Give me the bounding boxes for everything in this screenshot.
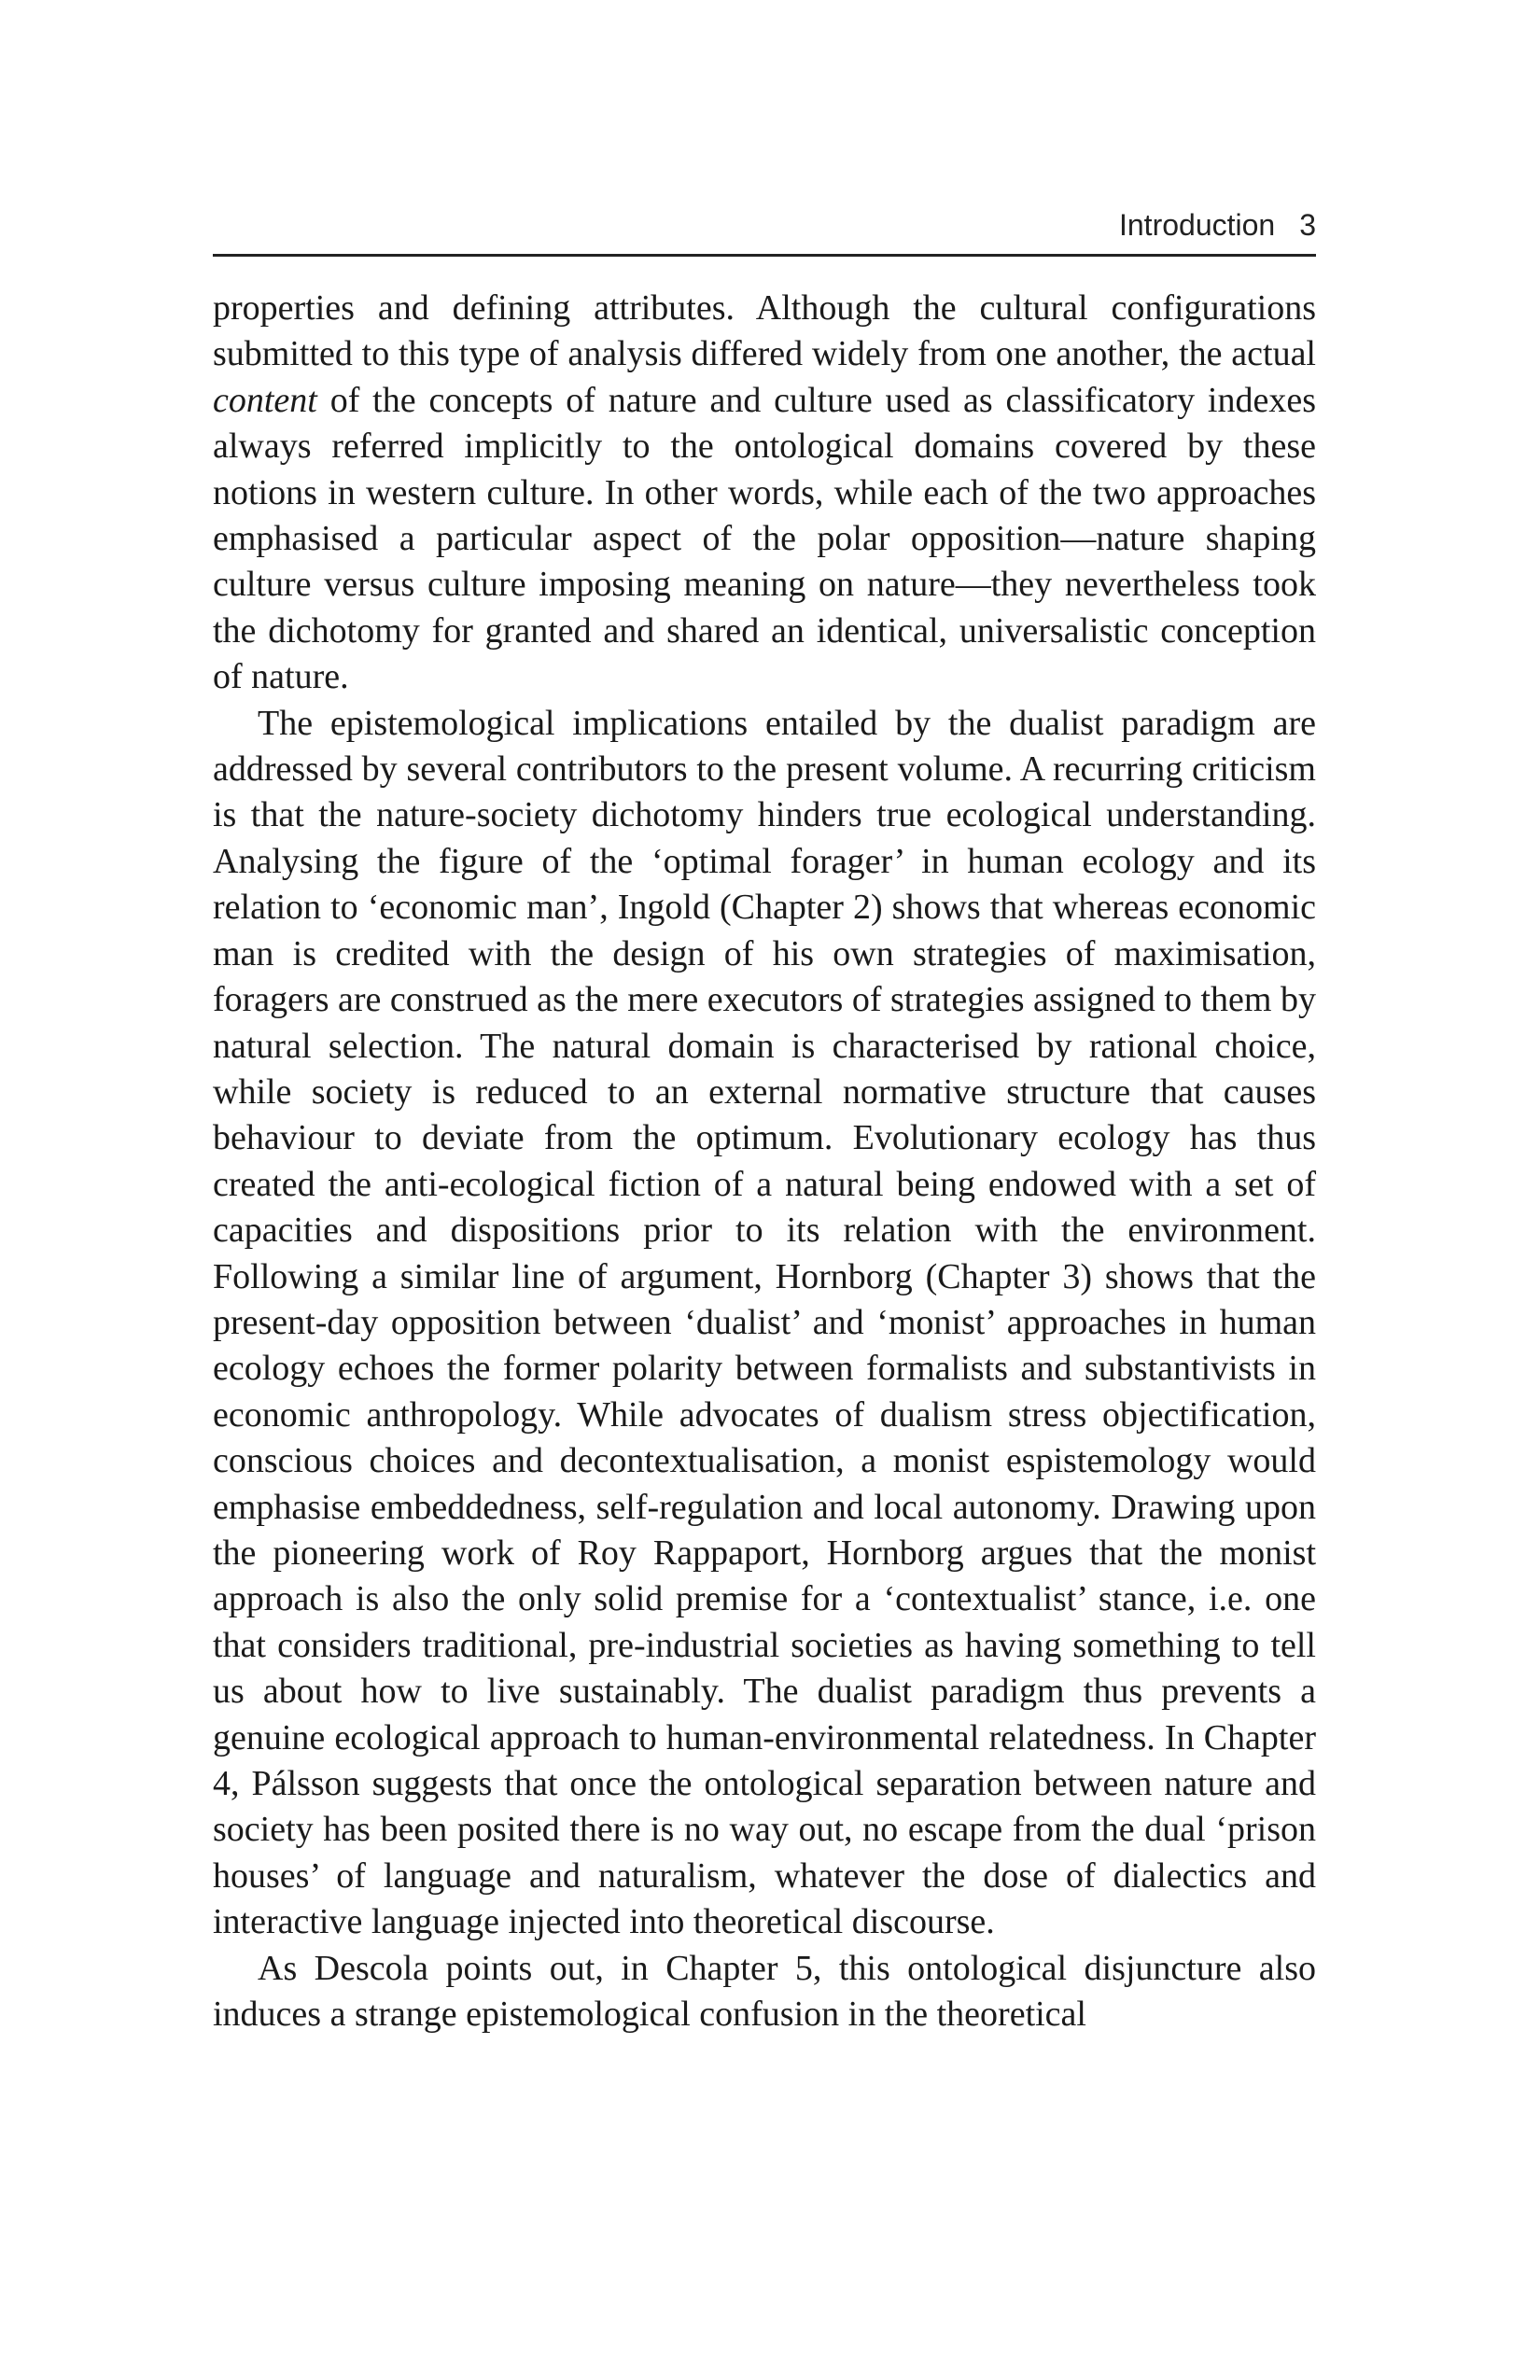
paragraph-1-part-2: of the concepts of nature and culture used as classificatory indexes always referred implicitly to the ontological domains covered by these notions in western culture. In other words, while each of the two approaches emphasised a particular aspect of the polar opposition—nature shaping culture versus culture imposing meaning on nature—they nevertheless took the dichotomy for granted and shared an identical, universalistic conception of nature.	[213, 380, 1316, 697]
section-title: Introduction	[1118, 208, 1276, 242]
page-body	[213, 286, 1316, 2037]
paragraph-2: The epistemological implications entailed by the dualist paradigm are addressed by several contributors to the present volume. A recurring criticism is that the nature-society dichotomy hinders true ecological understanding. Analysing the figure of the ‘optimal forager’ in human ecology and its relation to ‘economic man’, Ingold (Chapter 2) shows that whereas economic man is credited with the design of his own strategies of maximisation, foragers are construed as the mere executors of strategies assigned to them by natural selection. The natural domain is characterised by rational choice, while society is reduced to an external normative structure that causes behaviour to deviate from the optimum. Evolutionary ecology has thus created the anti-ecological fiction of a natural being endowed with a set of capacities and dispositions prior to its relation with the environment. Following a similar line of argument, Hornborg (Chapter 3) shows that the present-day opposition between ‘dualist’ and ‘monist’ approaches in human ecology echoes the former polarity between formalists and substantivists in economic anthropology. While advocates of dualism stress objectification, conscious choices and decontextualisation, a monist espistemology would emphasise embeddedness, self-regulation and local autonomy. Drawing upon the pioneering work of Roy Rappaport, Hornborg argues that the monist approach is also the only solid premise for a ‘contextualist’ stance, i.e. one that considers traditional, pre-industrial societies as having something to tell us about how to live sustainably. The dualist paradigm thus prevents a genuine ecological approach to human-environmental relatedness. In Chapter 4, Pálsson suggests that once the ontological separation between nature and society has been posited there is no way out, no escape from the dual ‘prison houses’ of language and naturalism, whatever the dose of dialectics and interactive language injected into theoretical discourse.	[213, 703, 1316, 1942]
header-rule	[213, 254, 1316, 257]
running-head	[213, 203, 1316, 246]
paragraph-1-part-1: properties and defining attributes. Although the cultural configurations submitted to this type of analysis differed widely from one another, the actual	[213, 288, 1316, 374]
paragraph-1	[213, 286, 1316, 701]
page-number: 3	[1299, 208, 1316, 242]
emphasis-content: content	[213, 380, 317, 420]
paragraph-3: As Descola points out, in Chapter 5, this ontological disjuncture also induces a strange epistemological confusion in the theoretical	[213, 1948, 1316, 2035]
